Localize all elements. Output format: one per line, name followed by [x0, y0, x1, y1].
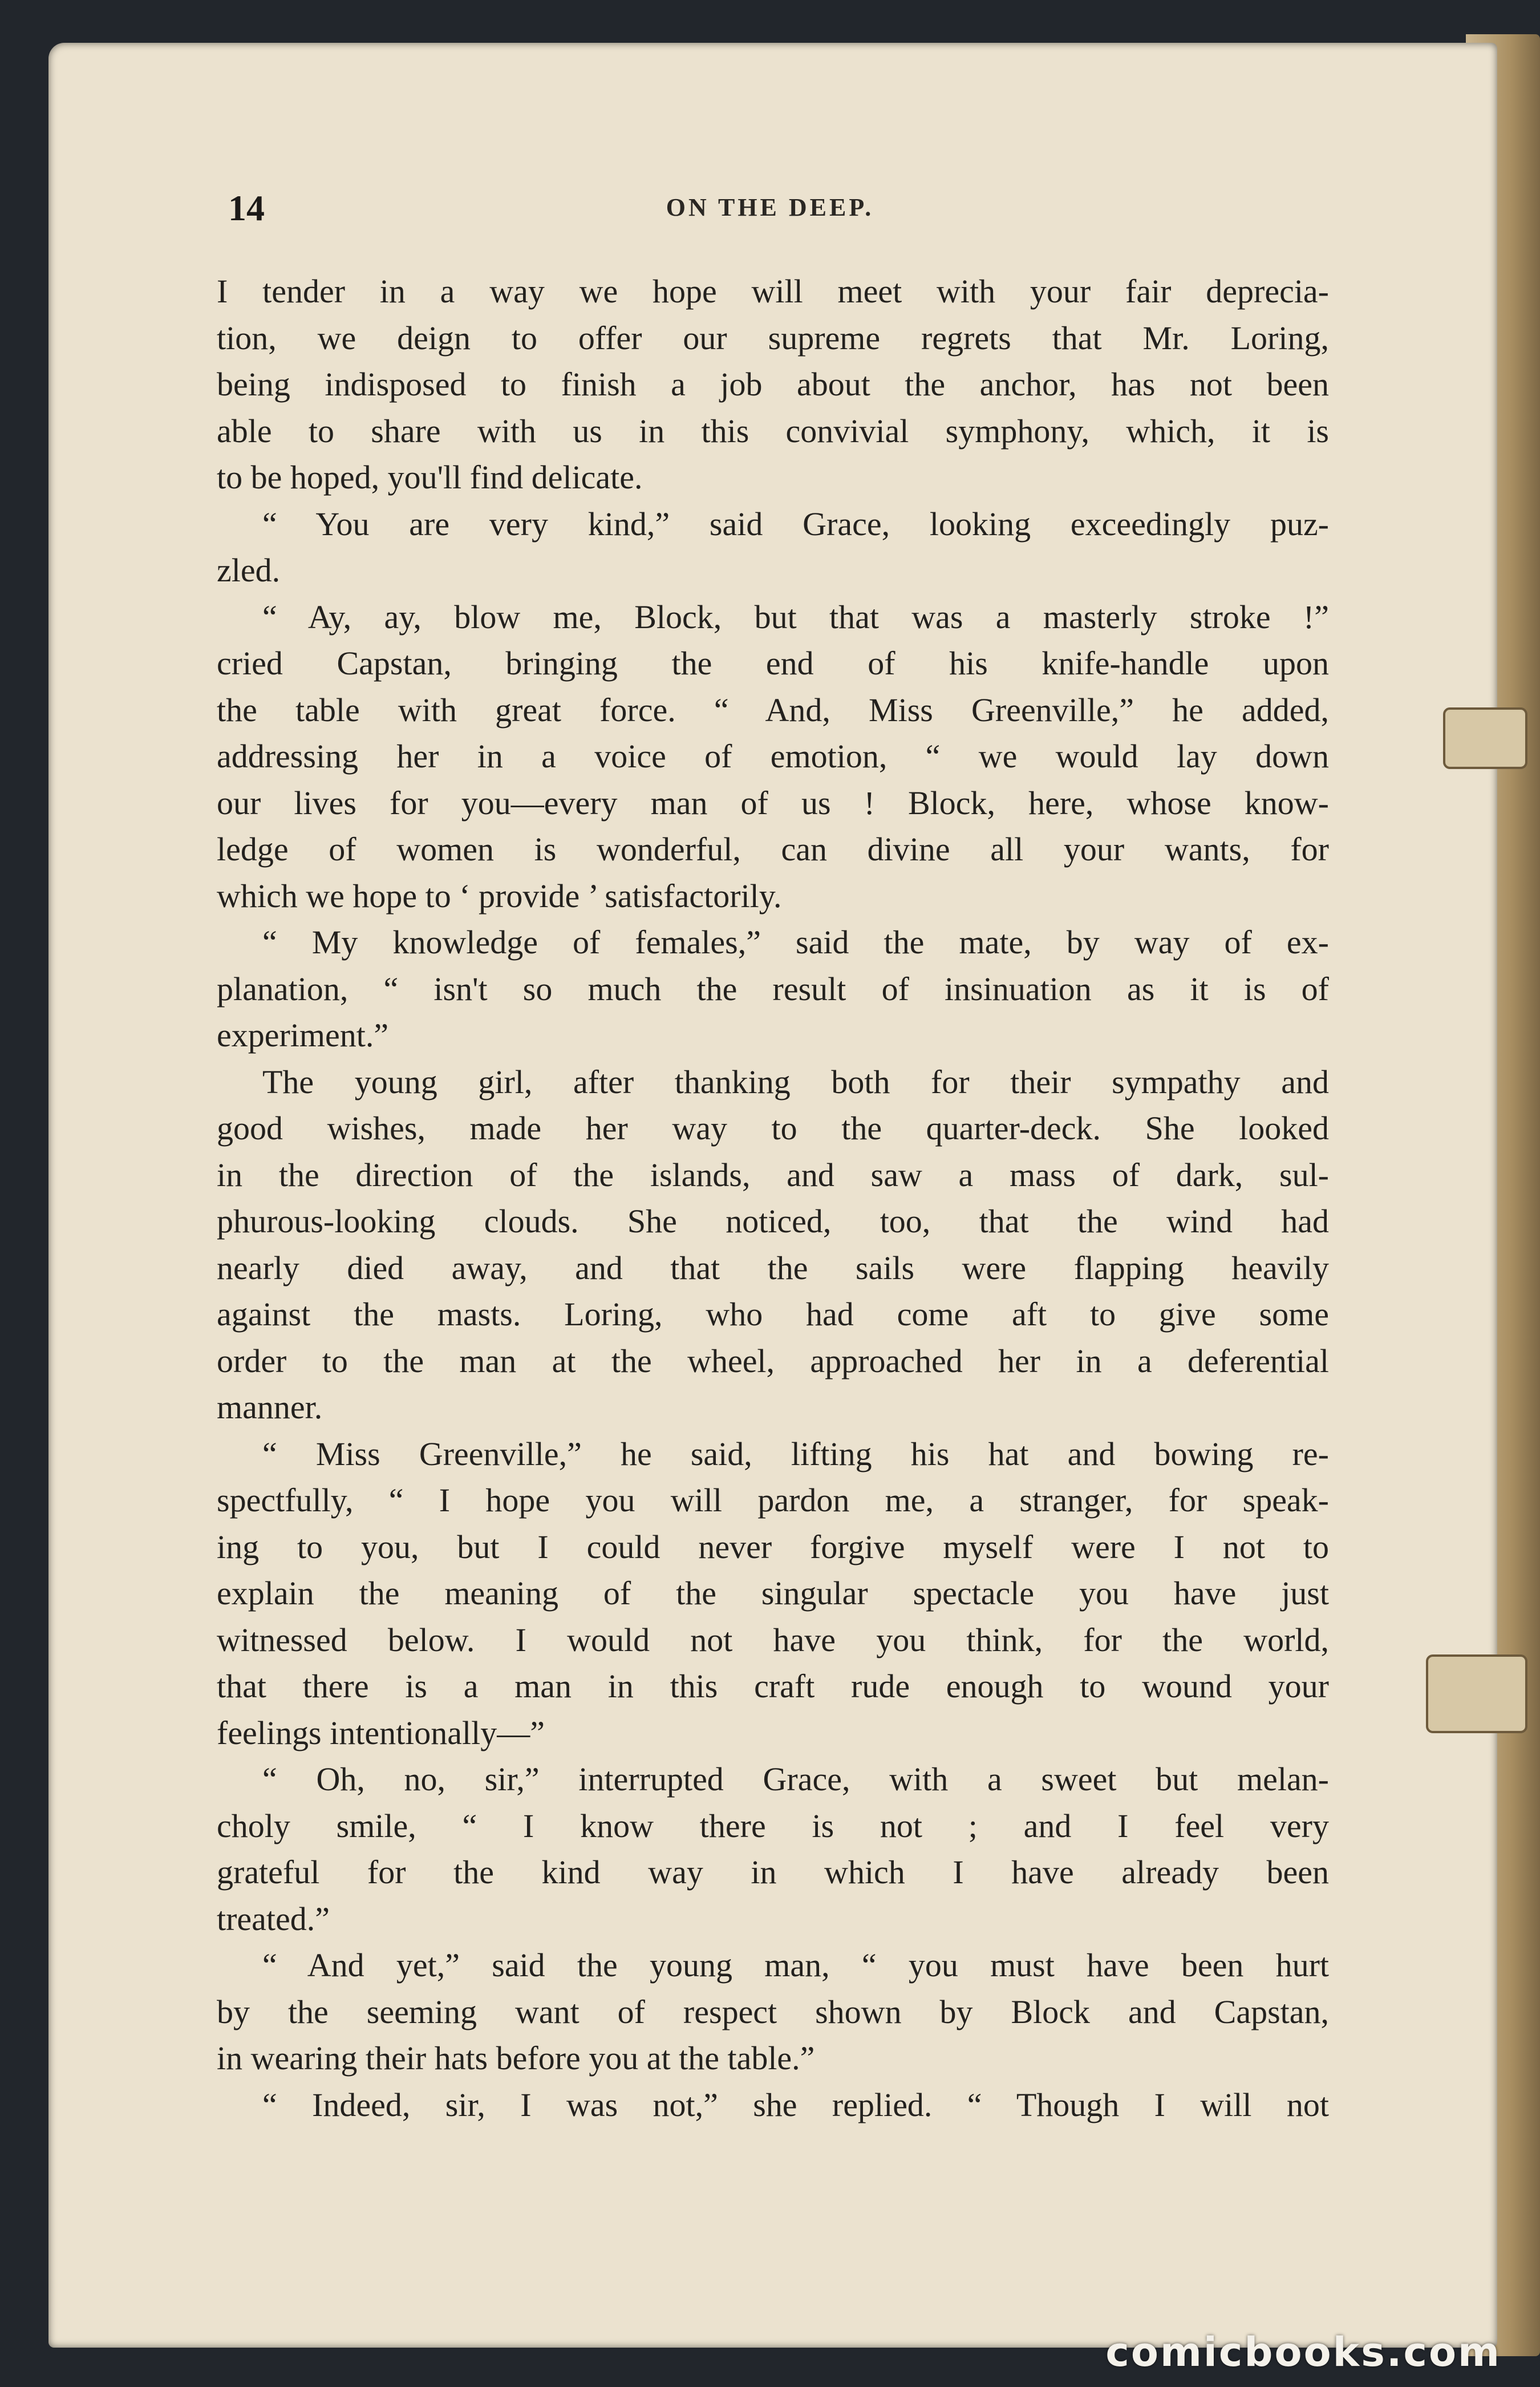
text-line: being indisposed to finish a job about the anchor, has not been: [217, 366, 1329, 403]
text-line: “ Ay, ay, blow me, Block, but that was a masterly stroke !”: [262, 598, 1329, 636]
text-line: manner.: [217, 1389, 323, 1426]
page-header: [228, 187, 1312, 238]
text-line: order to the man at the wheel, approached her in a deferential: [217, 1342, 1329, 1379]
text-line: choly smile, “ I know there is not ; and I feel very: [217, 1807, 1329, 1844]
text-line: in the direction of the islands, and saw a mass of dark, sul-: [217, 1156, 1329, 1194]
text-line: explain the meaning of the singular spectacle you have just: [217, 1575, 1329, 1612]
text-line: against the masts. Loring, who had come aft to give some: [217, 1296, 1329, 1333]
text-line: “ Miss Greenville,” he said, lifting his hat and bowing re-: [262, 1435, 1329, 1472]
text-line: tion, we deign to offer our supreme regrets that Mr. Loring,: [217, 319, 1329, 357]
text-line: cried Capstan, bringing the end of his knife-handle upon: [217, 645, 1329, 682]
text-line: our lives for you—every man of us ! Block, here, whose know-: [217, 784, 1329, 822]
text-line: “ My knowledge of females,” said the mate, by way of ex-: [262, 924, 1329, 961]
text-line: ledge of women is wonderful, can divine all your wants, for: [217, 831, 1329, 868]
text-line: experiment.”: [217, 1017, 389, 1054]
text-line: spectfully, “ I hope you will pardon me, a stranger, for speak-: [217, 1482, 1329, 1519]
text-line: I tender in a way we hope will meet with your fair deprecia-: [217, 273, 1329, 310]
text-line: “ Indeed, sir, I was not,” she replied. “ Though I will not: [262, 2086, 1329, 2123]
text-line: nearly died away, and that the sails were flapping heavily: [217, 1249, 1329, 1286]
text-line: feelings intentionally—”: [217, 1714, 545, 1751]
text-line: grateful for the kind way in which I have already been: [217, 1854, 1329, 1891]
body-text: [217, 268, 1329, 2128]
text-line: “ Oh, no, sir,” interrupted Grace, with a sweet but melan-: [262, 1761, 1329, 1798]
watermark: comicbooks.com: [1105, 2329, 1501, 2376]
text-line: ing to you, but I could never forgive myself were I not to: [217, 1528, 1329, 1565]
text-line: by the seeming want of respect shown by Block and Capstan,: [217, 1993, 1329, 2030]
text-line: witnessed below. I would not have you think, for the world,: [217, 1621, 1329, 1658]
text-line: zled.: [217, 552, 281, 589]
page-tab-upper: [1443, 707, 1527, 769]
text-line: “ You are very kind,” said Grace, looking exceedingly puz-: [262, 505, 1329, 543]
text-line: that there is a man in this craft rude enough to wound your: [217, 1668, 1329, 1705]
text-line: the table with great force. “ And, Miss Greenville,” he added,: [217, 691, 1329, 729]
text-line: to be hoped, you'll find delicate.: [217, 459, 643, 496]
text-line: The young girl, after thanking both for their sympathy and: [262, 1063, 1329, 1101]
text-line: able to share with us in this convivial symphony, which, it is: [217, 412, 1329, 450]
text-line: good wishes, made her way to the quarter-deck. She looked: [217, 1110, 1329, 1147]
text-line: addressing her in a voice of emotion, “ we would lay down: [217, 738, 1329, 775]
text-line: phurous-looking clouds. She noticed, too, that the wind had: [217, 1203, 1329, 1240]
text-line: planation, “ isn't so much the result of insinuation as it is of: [217, 970, 1329, 1008]
text-line: “ And yet,” said the young man, “ you must have been hurt: [262, 1947, 1329, 1984]
page-tab-lower: [1426, 1654, 1527, 1733]
text-line: in wearing their hats before you at the table.”: [217, 2040, 815, 2077]
text-line: which we hope to ‘ provide ’ satisfactorily.: [217, 877, 782, 915]
text-line: treated.”: [217, 1900, 330, 1937]
page-number: 14: [228, 188, 265, 228]
running-title: ON THE DEEP.: [666, 193, 874, 221]
